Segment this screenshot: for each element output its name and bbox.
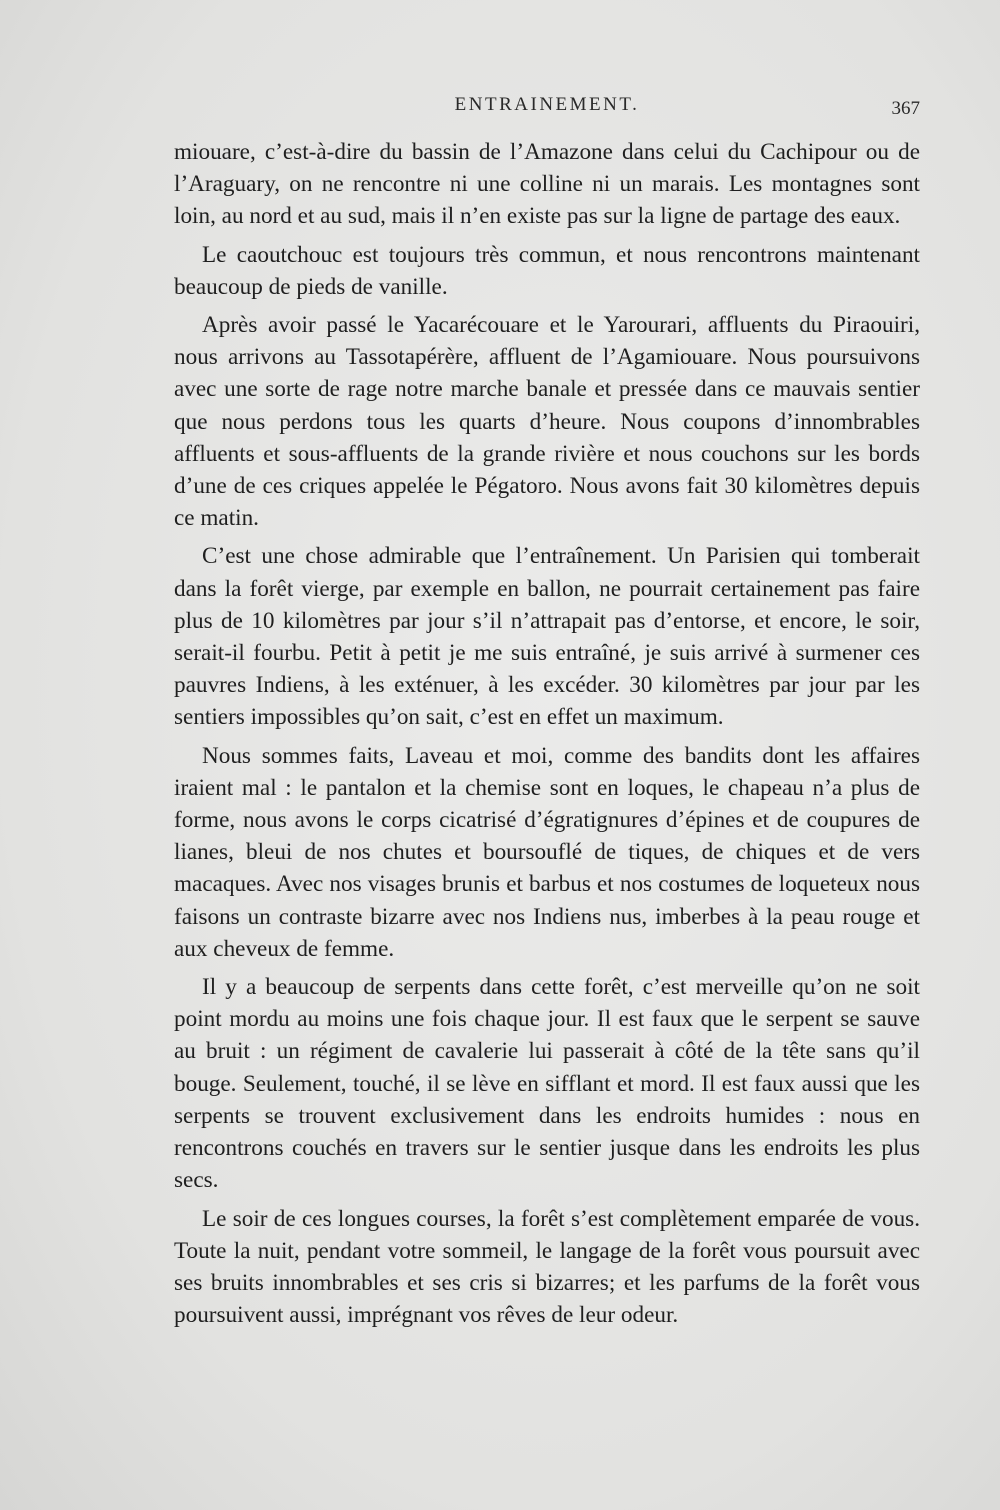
paragraph-affluents: Après avoir passé le Yacarécouare et le Yarourari, affluents du Piraouiri, nous arrivons au Tassotapérère, affluent de l’Agamiouare. Nous poursuivons avec une sorte de rage notre marche banale et pressée dans ce mauvais sentier que nous perdons tous les quarts d’heure. Nous coupons d’innombrables affluents et sous-affluents de la grande rivière et nous couchons sur les bords d’une de ces criques appelée le Pégatoro. Nous avons fait 30 kilomètres depuis ce matin.	[174, 312, 920, 532]
page-number: 367	[891, 98, 920, 119]
paragraph-entrainement: C’est une chose admirable que l’entraînement. Un Parisien qui tomberait dans la forêt vierge, par exemple en ballon, ne pourrait certainement pas faire plus de 10 kilomètres par jour s’il n’attrapait pas d’entorse, et encore, le soir, serait-il fourbu. Petit à petit je me suis entraîné, je suis arrivé à surmener ces pauvres Indiens, à les exténuer, à les excéder. 30 kilomètres par jour par les sentiers impossibles qu’on sait, c’est en effet un maximum.	[174, 543, 920, 731]
paragraph-soir: Le soir de ces longues courses, la forêt s’est complètement emparée de vous. Toute la nuit, pendant votre sommeil, le langage de la forêt vous poursuit avec ses bruits innombrables et ses cris si bizarres; et les parfums de la forêt vous poursuivent aussi, imprégnant vos rêves de leur odeur.	[174, 1205, 920, 1329]
paragraph-bandits: Nous sommes faits, Laveau et moi, comme des bandits dont les affaires iraient mal : le pantalon et la chemise sont en loques, le chapeau n’a plus de forme, nous avons le corps cicatrisé d’égratignures d’épines et de coupures de lianes, bleui de nos chutes et boursouflé de tiques, de chiques et de vers macaques. Avec nos visages brunis et barbus et nos costumes de loqueteux nous faisons un contraste bizarre avec nos Indiens nus, imberbes à la peau rouge et aux cheveux de femme.	[174, 742, 920, 962]
running-title: ENTRAINEMENT.	[454, 94, 640, 115]
paragraph-serpents: Il y a beaucoup de serpents dans cette forêt, c’est merveille qu’on ne soit point mordu au moins une fois chaque jour. Il est faux que le serpent se sauve au bruit : un régiment de cavalerie lui passerait à côté de la tête sans qu’il bouge. Seulement, touché, il se lève en sifflant et mord. Il est faux aussi que les serpents se trouvent exclusivement dans les endroits humides : nous en rencontrons couchés en travers sur le sentier jusque dans les endroits les plus secs.	[174, 974, 920, 1194]
body-text	[174, 136, 920, 1337]
paragraph-continuation: miouare, c’est-à-dire du bassin de l’Amazone dans celui du Cachipour ou de l’Araguary, on ne rencontre ni une colline ni un marais. Les montagnes sont loin, au nord et au sud, mais il n’en existe pas sur la ligne de partage des eaux.	[174, 139, 920, 230]
page-header	[174, 94, 920, 124]
paragraph-caoutchouc: Le caoutchouc est toujours très commun, et nous rencontrons maintenant beaucoup de pieds de vanille.	[174, 241, 920, 300]
